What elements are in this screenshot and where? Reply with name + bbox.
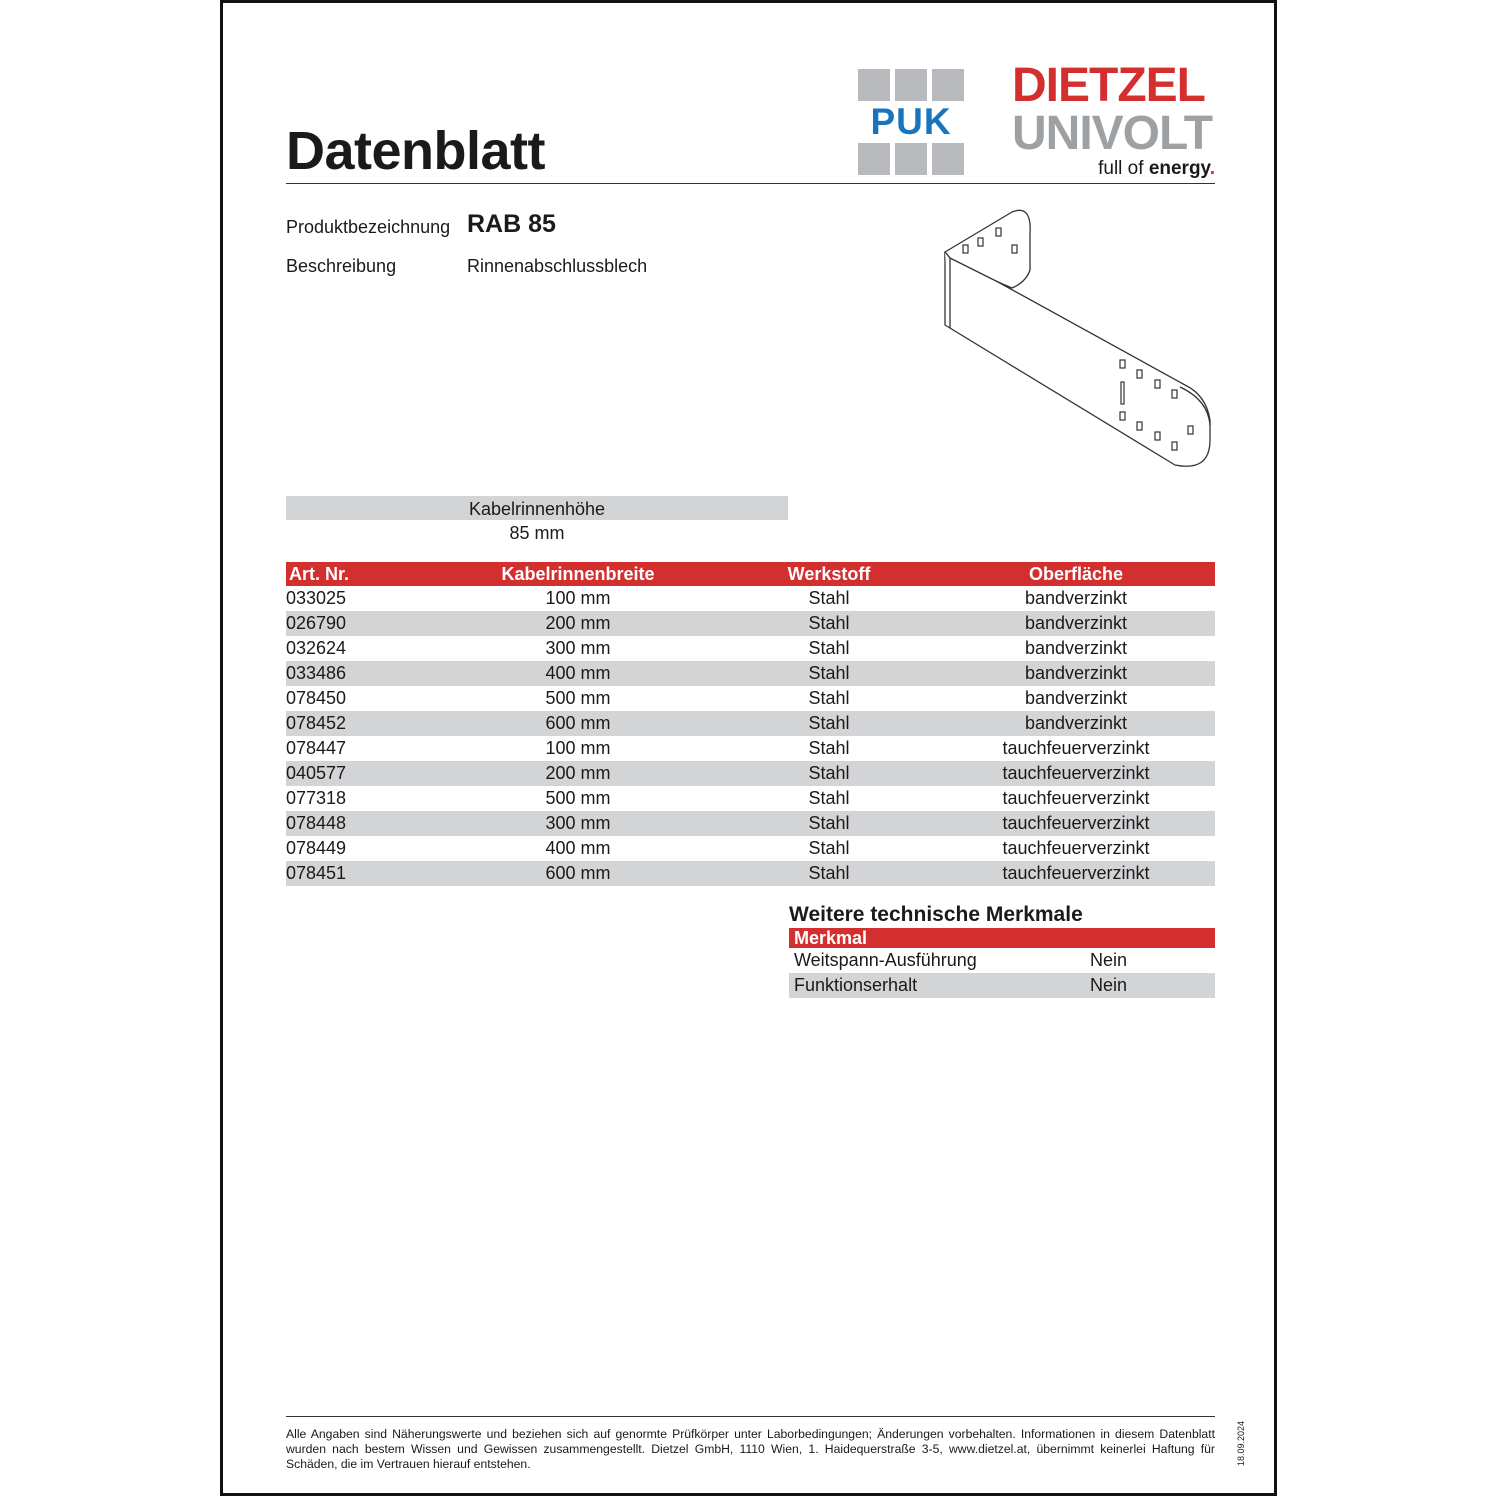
cell-width: 100 mm — [545, 738, 611, 758]
cell-material: Stahl — [808, 638, 850, 658]
cell-surface: tauchfeuerverzinkt — [1002, 788, 1150, 808]
cell-width: 600 mm — [545, 863, 611, 883]
cell-art-nr: 033025 — [286, 588, 347, 608]
header-width: Kabelrinnenbreite — [501, 564, 655, 584]
cell-art-nr: 032624 — [286, 638, 347, 658]
cell-material: Stahl — [808, 813, 850, 833]
table-row — [286, 636, 1215, 661]
cell-material: Stahl — [808, 863, 850, 883]
cell-material: Stahl — [808, 688, 850, 708]
cell-width: 300 mm — [545, 813, 611, 833]
table-row — [286, 761, 1215, 786]
cell-surface: tauchfeuerverzinkt — [1002, 763, 1150, 783]
features-table — [789, 928, 1215, 998]
cell-surface: bandverzinkt — [1024, 588, 1128, 608]
table-row — [286, 711, 1215, 736]
cell-material: Stahl — [808, 663, 850, 683]
cell-width: 500 mm — [545, 688, 611, 708]
cell-material: Stahl — [808, 613, 850, 633]
header-surface: Oberfläche — [1028, 564, 1124, 584]
puk-logo-text: PUK — [858, 104, 964, 139]
cell-art-nr: 078452 — [286, 713, 347, 733]
table-row — [286, 736, 1215, 761]
table-row — [286, 586, 1215, 611]
page-title: Datenblatt — [286, 121, 546, 181]
table-row — [286, 811, 1215, 836]
cell-material: Stahl — [808, 588, 850, 608]
features-header-label: Merkmal — [794, 928, 868, 948]
feature-row — [789, 973, 1215, 998]
table-row — [286, 861, 1215, 886]
feature-name: Funktionserhalt — [794, 975, 918, 995]
cell-art-nr: 026790 — [286, 613, 347, 633]
cell-width: 200 mm — [545, 613, 611, 633]
feature-value: Nein — [1090, 975, 1128, 995]
feature-value: Nein — [1090, 950, 1128, 970]
table-row — [286, 611, 1215, 636]
description-label: Beschreibung — [286, 256, 397, 276]
cell-surface: tauchfeuerverzinkt — [1002, 863, 1150, 883]
cell-surface: tauchfeuerverzinkt — [1002, 813, 1150, 833]
cell-surface: bandverzinkt — [1024, 663, 1128, 683]
univolt-logo-text: UNIVOLT — [1012, 107, 1213, 160]
table-row — [286, 686, 1215, 711]
tagline-dot: . — [1209, 158, 1215, 179]
cell-art-nr: 078447 — [286, 738, 347, 758]
footer-disclaimer: Alle Angaben sind Näherungswerte und beziehen sich auf genormte Prüfkörper unter Laborbedingungen; Änderungen vorbehalten. Informationen in diesem Datenblatt wurden nach bestem Wissen und Gewissen zusammengestellt. Dietzel GmbH, 1110 Wien, 1. Haidequerstraße 3-5, www.dietzel.at, übernimmt keinerlei Haftung für Schäden, die im Vertrauen hierauf entstehen. — [286, 1427, 1215, 1471]
tagline-light: full of — [1098, 158, 1144, 179]
height-label: Kabelrinnenhöhe — [286, 496, 788, 520]
cell-art-nr: 077318 — [286, 788, 347, 808]
table-row — [286, 786, 1215, 811]
cell-surface: bandverzinkt — [1024, 613, 1128, 633]
description-value: Rinnenabschlussblech — [467, 256, 648, 276]
cell-material: Stahl — [808, 838, 850, 858]
cell-width: 400 mm — [545, 663, 611, 683]
footer-divider — [286, 1416, 1215, 1417]
cell-art-nr: 078448 — [286, 813, 347, 833]
puk-logo — [858, 69, 964, 175]
cell-surface: bandverzinkt — [1024, 638, 1128, 658]
tagline-bold: energy — [1148, 158, 1210, 179]
cell-width: 400 mm — [545, 838, 611, 858]
cell-material: Stahl — [808, 738, 850, 758]
features-title: Weitere technische Merkmale — [789, 903, 1083, 926]
article-table — [286, 562, 1215, 886]
product-drawing — [930, 200, 1220, 480]
cell-art-nr: 033486 — [286, 663, 347, 683]
cell-art-nr: 078451 — [286, 863, 347, 883]
height-value: 85 mm — [509, 523, 565, 543]
brand-tagline — [1040, 158, 1215, 180]
cell-width: 100 mm — [545, 588, 611, 608]
feature-name: Weitspann-Ausführung — [794, 950, 977, 970]
cell-width: 200 mm — [545, 763, 611, 783]
dietzel-logo-text: DIETZEL — [1012, 59, 1205, 112]
table-row — [286, 661, 1215, 686]
title-divider — [286, 183, 1215, 184]
cell-art-nr: 078450 — [286, 688, 347, 708]
cell-surface: bandverzinkt — [1024, 713, 1128, 733]
header-material: Werkstoff — [787, 564, 871, 584]
cell-surface: bandverzinkt — [1024, 688, 1128, 708]
print-date-text: 18.09.2024 — [1236, 1420, 1246, 1466]
features-header — [789, 928, 1215, 948]
cell-width: 500 mm — [545, 788, 611, 808]
cell-material: Stahl — [808, 763, 850, 783]
product-name-value: RAB 85 — [467, 210, 556, 238]
table-row — [286, 836, 1215, 861]
table-header — [286, 562, 1215, 586]
cell-width: 300 mm — [545, 638, 611, 658]
cell-art-nr: 040577 — [286, 763, 347, 783]
cell-surface: tauchfeuerverzinkt — [1002, 738, 1150, 758]
cell-width: 600 mm — [545, 713, 611, 733]
print-date — [1236, 1422, 1248, 1466]
cell-surface: tauchfeuerverzinkt — [1002, 838, 1150, 858]
feature-row — [789, 948, 1215, 973]
header-art-nr: Art. Nr. — [289, 564, 350, 584]
cell-art-nr: 078449 — [286, 838, 347, 858]
product-name-label: Produktbezeichnung — [286, 217, 451, 237]
cell-material: Stahl — [808, 788, 850, 808]
cell-material: Stahl — [808, 713, 850, 733]
